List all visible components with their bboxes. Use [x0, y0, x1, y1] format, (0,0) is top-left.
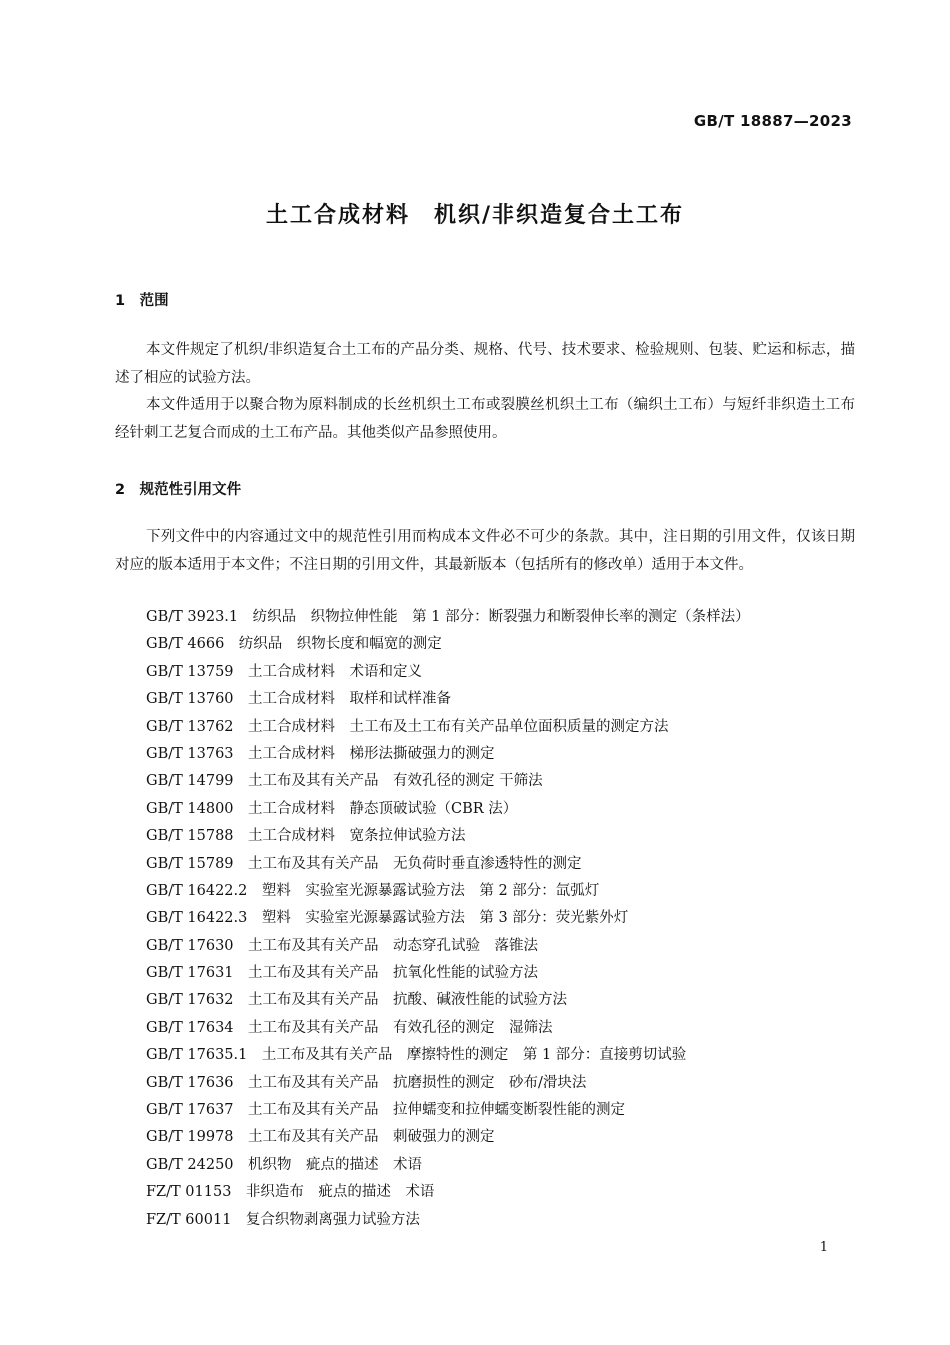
reference-item: GB/T 4666 纺织品 织物长度和幅宽的测定	[146, 636, 442, 653]
reference-item: GB/T 19978 土工布及其有关产品 刺破强力的测定	[146, 1129, 495, 1146]
reference-item: GB/T 15788 土工合成材料 宽条拉伸试验方法	[146, 828, 466, 845]
reference-item: GB/T 14800 土工合成材料 静态顶破试验（CBR 法）	[146, 800, 518, 817]
reference-list	[146, 604, 866, 1234]
reference-item: GB/T 24250 机织物 疵点的描述 术语	[146, 1156, 423, 1173]
document-title: 土工合成材料 机织/非织造复合土工布	[265, 203, 685, 228]
scope-paragraph-1: 本文件规定了机织/非织造复合土工布的产品分类、规格、代号、技术要求、检验规则、包装、贮运和标志，描述了相应的试验方法。	[115, 342, 855, 386]
reference-item: GB/T 13759 土工合成材料 术语和定义	[146, 663, 423, 680]
reference-item: GB/T 17631 土工布及其有关产品 抗氧化性能的试验方法	[146, 965, 539, 982]
standard-code: GB/T 18887—2023	[693, 112, 852, 130]
reference-item: GB/T 17634 土工布及其有关产品 有效孔径的测定 湿筛法	[146, 1019, 553, 1036]
reference-item: GB/T 13760 土工合成材料 取样和试样准备	[146, 691, 452, 708]
reference-item: FZ/T 01153 非织造布 疵点的描述 术语	[146, 1184, 435, 1201]
reference-item: GB/T 14799 土工布及其有关产品 有效孔径的测定 干筛法	[146, 773, 543, 790]
reference-item: GB/T 16422.2 塑料 实验室光源暴露试验方法 第 2 部分：氙弧灯	[146, 882, 600, 899]
reference-item: GB/T 17635.1 土工布及其有关产品 摩擦特性的测定 第 1 部分：直接剪切试验	[146, 1047, 687, 1064]
section-heading-normative-references: 2 规范性引用文件	[115, 482, 242, 498]
reference-item: GB/T 16422.3 塑料 实验室光源暴露试验方法 第 3 部分：荧光紫外灯	[146, 910, 629, 927]
reference-item: GB/T 15789 土工布及其有关产品 无负荷时垂直渗透特性的测定	[146, 855, 582, 872]
reference-item: GB/T 3923.1 纺织品 织物拉伸性能 第 1 部分：断裂强力和断裂伸长率的测定（条样法）	[146, 609, 750, 625]
page-number: 1	[819, 1240, 828, 1255]
reference-item: FZ/T 60011 复合织物剥离强力试验方法	[146, 1211, 420, 1228]
reference-item: GB/T 13762 土工合成材料 土工布及土工布有关产品单位面积质量的测定方法	[146, 718, 669, 735]
section-heading-scope: 1 范围	[115, 293, 169, 309]
reference-item: GB/T 17630 土工布及其有关产品 动态穿孔试验 落锥法	[146, 937, 539, 954]
reference-item: GB/T 13763 土工合成材料 梯形法撕破强力的测定	[146, 745, 495, 762]
reference-item: GB/T 17637 土工布及其有关产品 拉伸蠕变和拉伸蠕变断裂性能的测定	[146, 1102, 626, 1119]
scope-paragraph-2: 本文件适用于以聚合物为原料制成的长丝机织土工布或裂膜丝机织土工布（编织土工布）与短纤非织造土工布经针刺工艺复合而成的土工布产品。其他类似产品参照使用。	[115, 397, 855, 441]
reference-item: GB/T 17636 土工布及其有关产品 抗磨损性的测定 砂布/滑块法	[146, 1074, 587, 1091]
reference-item: GB/T 17632 土工布及其有关产品 抗酸、碱液性能的试验方法	[146, 992, 568, 1009]
references-intro-paragraph: 下列文件中的内容通过文中的规范性引用而构成本文件必不可少的条款。其中，注日期的引用文件，仅该日期对应的版本适用于本文件；不注日期的引用文件，其最新版本（包括所有的修改单）适用于本文件。	[115, 529, 855, 573]
